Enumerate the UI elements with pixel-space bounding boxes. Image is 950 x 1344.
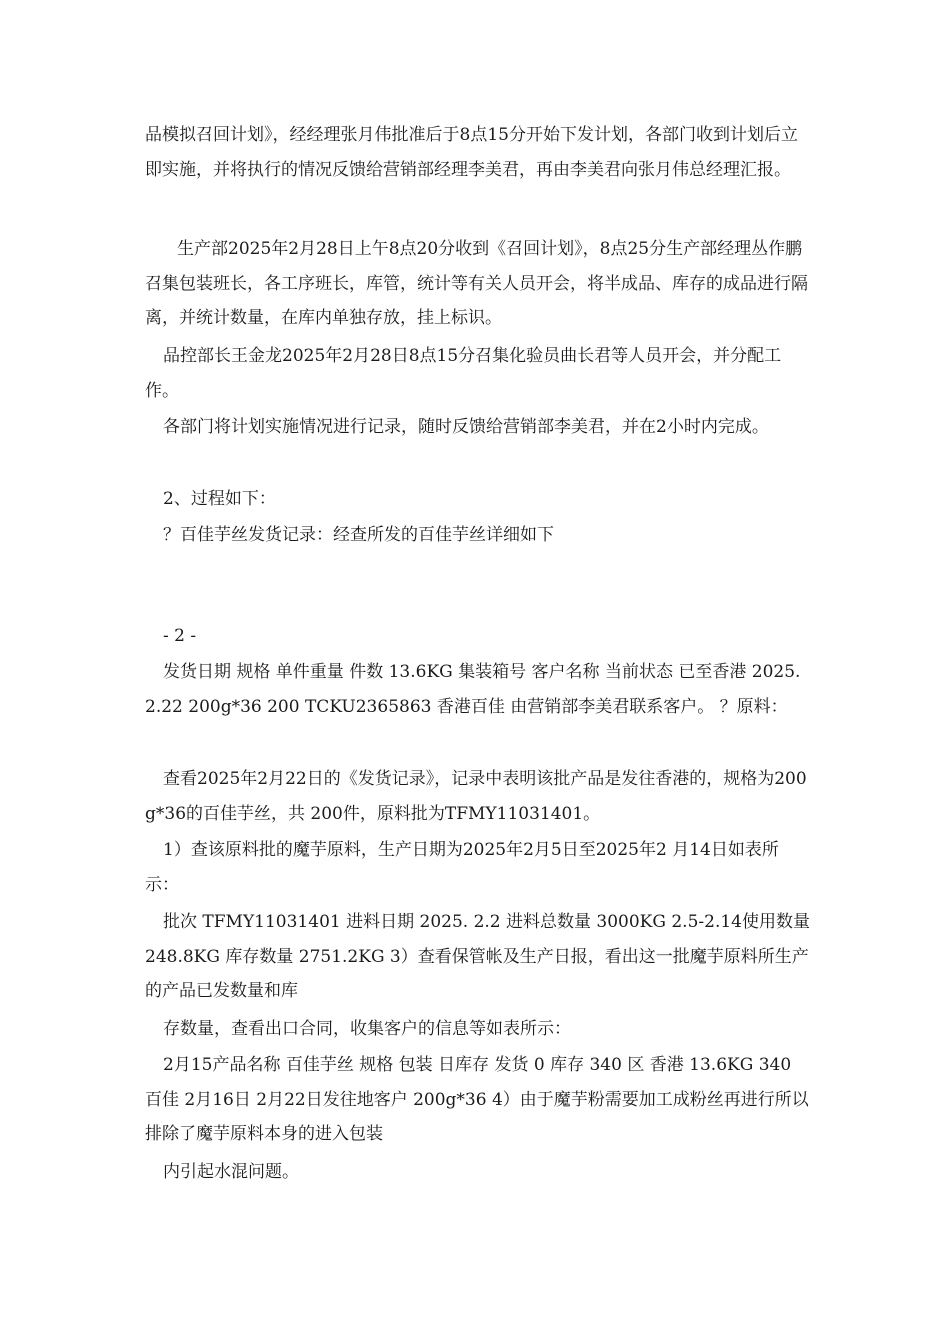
paragraph-shipping-table-text: 发货日期 规格 单件重量 件数 13.6KG 集装箱号 客户名称 当前状态 已至香港 2025.2.22 200g*36 200 TCKU2365863 香港百佳 由营销部李美君联系客户。 ？原料：: [145, 662, 801, 717]
paragraph-quality-control: 品控部长王金龙2025年2月28日8点15分召集化验员曲长君等人员开会，并分配工作。: [145, 346, 782, 401]
paragraph-recall-plan: 品模拟召回计划》，经经理张月伟批准后于8点15分开始下发计划，各部门收到计划后立即实施，并将执行的情况反馈给营销部经理李美君，再由李美君向张月伟总经理汇报。: [145, 125, 798, 180]
paragraph-raw-material-check: 1）查该原料批的魔芋原料，生产日期为2025年2月5日至2025年2 月14日如表所示：: [145, 840, 779, 895]
page-number: - 2 -: [163, 626, 197, 646]
paragraph-product-table-text: 2月15产品名称 百佳芋丝 规格 包装 日库存 发货 0 库存 340 区 香港 13.6KG 340 百佳 2月16日 2月22日发往地客户 200g*36 4）由于魔芋粉需要加工成粉丝再进行所以排除了魔芋原料本身的进入包装: [145, 1055, 809, 1144]
paragraph-batch-table-text: 批次 TFMY11031401 进料日期 2025. 2.2 进料总数量 3000KG 2.5-2.14使用数量 248.8KG 库存数量 2751.2KG 3）查看保管帐及生产日报，看出这一批魔芋原料所生产的产品已发数量和库: [145, 912, 810, 1001]
paragraph-process-heading: 2、过程如下：: [163, 489, 276, 509]
paragraph-departments-record: 各部门将计划实施情况进行记录，随时反馈给营销部李美君，并在2小时内完成。: [163, 417, 769, 437]
paragraph-conclusion: 内引起水混问题。: [163, 1162, 299, 1182]
paragraph-production-dept: 生产部2025年2月28日上午8点20分收到《召回计划》，8点25分生产部经理丛作鹏召集包装班长，各工序班长，库管，统计等有关人员开会，将半成品、库存的成品进行隔离，并统计数量，在库内单独存放，挂上标识。: [145, 239, 808, 328]
paragraph-delivery-record: 查看2025年2月22日的《发货记录》，记录中表明该批产品是发往香港的，规格为200g*36的百佳芋丝，共 200件，原料批为TFMY11031401。: [145, 769, 807, 824]
paragraph-shipping-record: ？百佳芋丝发货记录：经查所发的百佳芋丝详细如下: [163, 525, 554, 545]
paragraph-inventory-quantity: 存数量，查看出口合同，收集客户的信息等如表所示：: [163, 1019, 571, 1039]
